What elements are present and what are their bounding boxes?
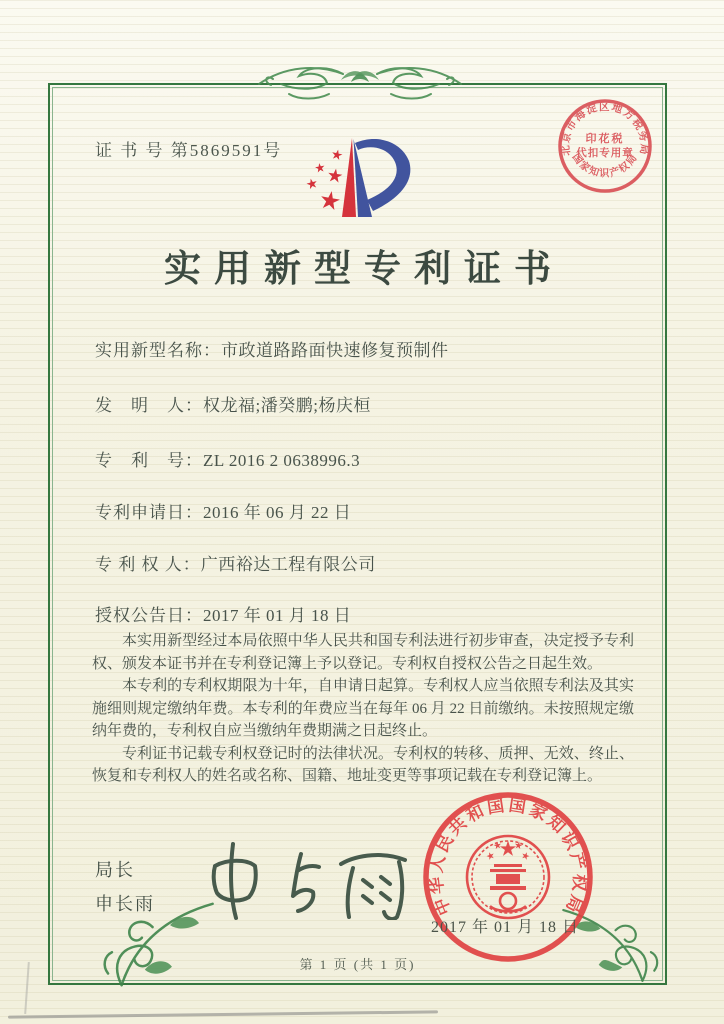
field-value: 广西裕达工程有限公司 (200, 555, 376, 574)
field-value: ZL 2016 2 0638996.3 (203, 451, 361, 470)
field-value: 2016 年 06 月 22 日 (203, 503, 352, 522)
field-label: 授权公告日： (95, 606, 203, 625)
seal-arc-text: 中华人民共和国国家知识产权局 (426, 795, 590, 918)
cnipa-official-seal (420, 789, 596, 965)
certificate-title: 实用新型专利证书 (164, 249, 564, 290)
issue-date: 2017 年 01 月 18 日 (431, 919, 580, 936)
field-label: 发 明 人： (95, 396, 203, 415)
field-row-grant-date (95, 601, 351, 626)
signer-name: 申长雨 (95, 894, 155, 914)
stamp-center-line2: 代扣专用章 (576, 148, 634, 159)
legal-paragraph: 专利证书记载专利权登记时的法律状况。专利权的转移、质押、无效、终止、恢复和专利权人的姓名或名称、国籍、地址变更等事项记载在专利登记簿上。 (92, 745, 634, 784)
scan-edge-artifact (24, 962, 30, 1014)
scan-edge-artifact (8, 1010, 438, 1018)
certificate-number: 证 书 号 第5869591号 (95, 141, 283, 160)
field-label: 专利申请日： (95, 503, 203, 522)
national-emblem-icon (467, 836, 549, 918)
field-value: 市政道路路面快速修复预制件 (221, 341, 449, 360)
director-signature (203, 840, 413, 920)
legal-paragraph: 本实用新型经过本局依照中华人民共和国专利法进行初步审查，决定授予专利权、颁发本证书并在专利登记簿上予以登记。专利权自授权公告之日起生效。 (92, 633, 634, 672)
stamp-center-line1: 印花税 (585, 133, 625, 145)
field-row-inventor (95, 391, 371, 416)
cnipa-logo-icon (295, 112, 445, 237)
field-row-patent-no (95, 446, 360, 471)
legal-paragraph: 本专利的专利权期限为十年，自申请日起算。专利权人应当依照专利法及其实施细则规定缴纳年费。本专利的年费应当在每年 06 月 22 日前缴纳。未按照规定缴纳年费的，专利权自应当缴纳年费期满之日起终止。 (92, 678, 634, 739)
stamp-arc-top-text: 北京市海淀区地方税务局 (560, 101, 650, 157)
field-label: 专 利 号： (95, 451, 203, 470)
top-border-ornament-icon (255, 58, 465, 110)
field-row-name (95, 336, 449, 361)
field-value: 2017 年 01 月 18 日 (203, 606, 352, 625)
field-value: 权龙福;潘癸鹏;杨庆桓 (203, 396, 371, 415)
field-row-filing-date (95, 498, 351, 523)
page-number-footer: 第 1 页 (共 1 页) (299, 957, 416, 972)
signer-title: 局长 (95, 860, 135, 880)
field-label: 实用新型名称： (95, 341, 221, 360)
legal-text-block (92, 630, 634, 788)
stamp-arc-bottom-text: 国家知识产权局 (569, 151, 641, 180)
tax-stamp-seal (551, 92, 659, 200)
field-label: 专 利 权 人： (95, 555, 201, 574)
field-row-patentee (95, 550, 376, 575)
svg-text:中华人民共和国国家知识产权局 (425, 795, 590, 918)
